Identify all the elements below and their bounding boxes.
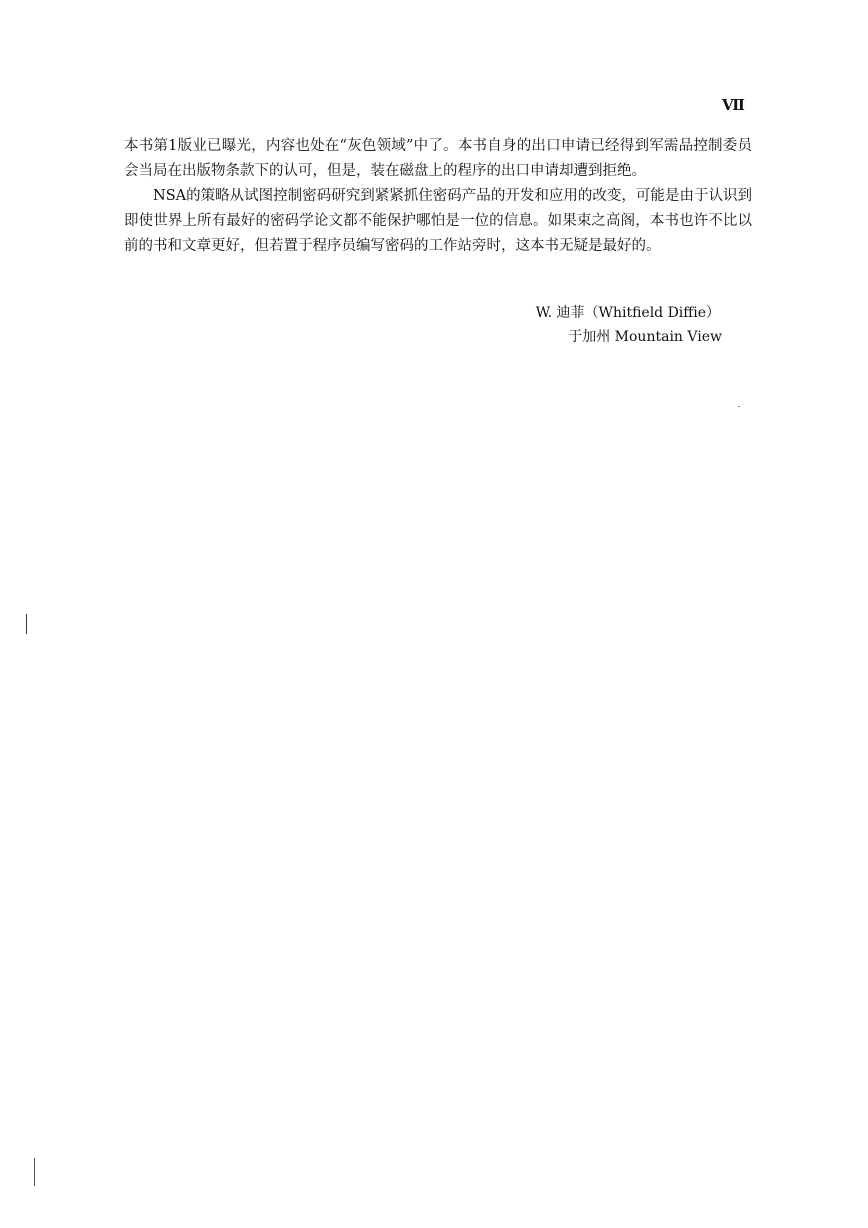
signature-block (536, 301, 722, 349)
signature-name: W. 迪菲（Whitfield Diffie） (535, 305, 720, 321)
body-text (124, 134, 752, 259)
scan-mark-left (26, 614, 27, 634)
scan-dot (738, 406, 740, 407)
scan-mark-bottom (34, 1158, 35, 1186)
page-number: Ⅶ (722, 98, 744, 114)
paragraph-1: 本书第1版业已曝光，内容也处在“灰色领域”中了。本书自身的出口申请已经得到军需品控制委员会当局在出版物条款下的认可，但是，装在磁盘上的程序的出口申请却遭到拒绝。 (124, 138, 752, 179)
signature-place: 于加州 Mountain View (568, 329, 722, 345)
paragraph-2: NSA的策略从试图控制密码研究到紧紧抓住密码产品的开发和应用的改变，可能是由于认识到即使世界上所有最好的密码学论文都不能保护哪怕是一位的信息。如果束之高阁，本书也许不比以前的书和文章更好，但若置于程序员编写密码的工作站旁时，这本书无疑是最好的。 (124, 188, 752, 254)
